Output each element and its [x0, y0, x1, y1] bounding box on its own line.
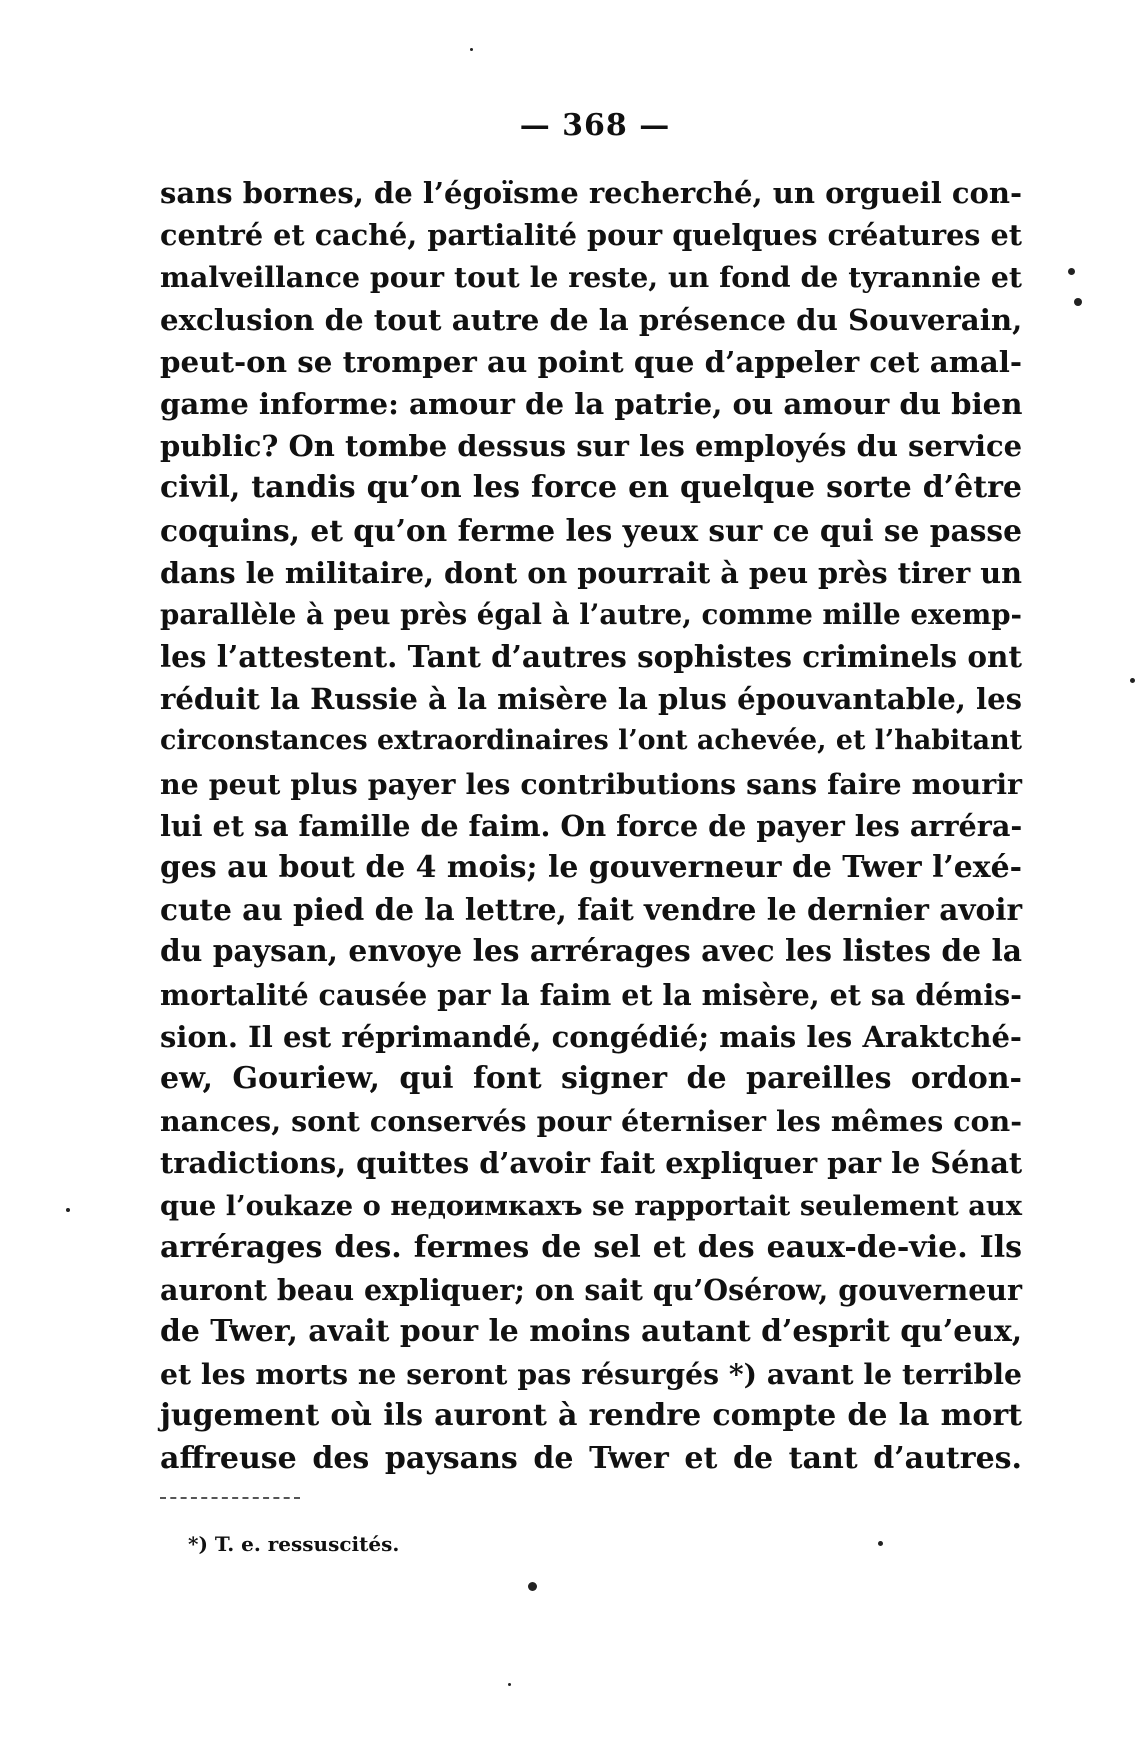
text-line: nances, sont conservés pour éterniser les mêmes con-	[160, 1104, 1022, 1139]
scan-speck	[1130, 678, 1135, 683]
text-line: affreuse des paysans de Twer et de tant d’autres.	[160, 1440, 1022, 1476]
text-line: malveillance pour tout le reste, un fond de tyrannie et	[160, 260, 1022, 295]
text-line: peut-on se tromper au point que d’appeler cet amal-	[160, 343, 1022, 379]
text-line: ges au bout de 4 mois; le gouverneur de Twer l’exé-	[160, 850, 1022, 885]
body-text	[160, 172, 1022, 1480]
text-line: de Twer, avait pour le moins autant d’esprit qu’eux,	[160, 1314, 1023, 1350]
scan-speck	[1068, 268, 1075, 275]
text-line: public? On tombe dessus sur les employés du service	[160, 429, 1023, 464]
scan-speck	[66, 1208, 70, 1212]
text-line: et les morts ne seront pas résurgés *) avant le terrible	[160, 1357, 1022, 1392]
text-line: lui et sa famille de faim. On force de payer les arréra-	[160, 808, 1023, 843]
text-line: sans bornes, de l’égoïsme recherché, un orgueil con-	[160, 176, 1023, 210]
text-line: ew, Gouriew, qui font signer de pareilles ordon-	[160, 1060, 1022, 1096]
text-line: exclusion de tout autre de la présence du Souverain,	[160, 302, 1023, 337]
text-line: jugement où ils auront à rendre compte de la mort	[160, 1398, 1022, 1434]
text-line: sion. Il est réprimandé, congédié; mais les Araktché-	[160, 1019, 1022, 1054]
text-line: mortalité causée par la faim et la misère, et sa démis-	[160, 977, 1022, 1012]
page-number: — 368 —	[519, 108, 671, 143]
text-line: circonstances extraordinaires l’ont achevée, et l’habitant	[160, 725, 1023, 757]
text-line: du paysan, envoye les arrérages avec les listes de la	[160, 934, 1022, 970]
scan-speck	[878, 1541, 883, 1546]
text-line: auront beau expliquer; on sait qu’Osérow, gouverneur	[160, 1272, 1022, 1307]
scan-speck	[528, 1582, 537, 1591]
text-line: cute au pied de la lettre, fait vendre le dernier avoir	[160, 892, 1022, 928]
text-line: centré et caché, partialité pour quelques créatures et	[160, 218, 1022, 253]
footnote: *) T. e. ressuscités.	[188, 1532, 400, 1556]
text-line: les l’attestent. Tant d’autres sophistes criminels ont	[160, 639, 1022, 675]
scan-speck	[470, 48, 473, 51]
text-line: parallèle à peu près égal à l’autre, comme mille exemp-	[160, 597, 1022, 631]
text-line: que l’oukaze о недоимкахъ se rapportait seulement aux	[160, 1189, 1022, 1222]
text-line: civil, tandis qu’on les force en quelque sorte d’être	[160, 470, 1022, 506]
text-line: réduit la Russie à la misère la plus épouvantable, les	[160, 682, 1022, 717]
text-line: tradictions, quittes d’avoir fait expliquer par le Sénat	[160, 1146, 1023, 1181]
text-line: game informe: amour de la patrie, ou amour du bien	[160, 386, 1023, 421]
text-line: ne peut plus payer les contributions sans faire mourir	[160, 766, 1022, 801]
text-line: coquins, et qu’on ferme les yeux sur ce qui se passe	[160, 512, 1022, 548]
footnote-divider	[160, 1497, 300, 1499]
scan-speck	[1074, 298, 1082, 306]
text-line: arrérages des. fermes de sel et des eaux-de-vie. Ils	[160, 1229, 1022, 1265]
scan-speck	[508, 1683, 511, 1686]
text-line: dans le militaire, dont on pourrait à peu près tirer un	[160, 555, 1022, 590]
